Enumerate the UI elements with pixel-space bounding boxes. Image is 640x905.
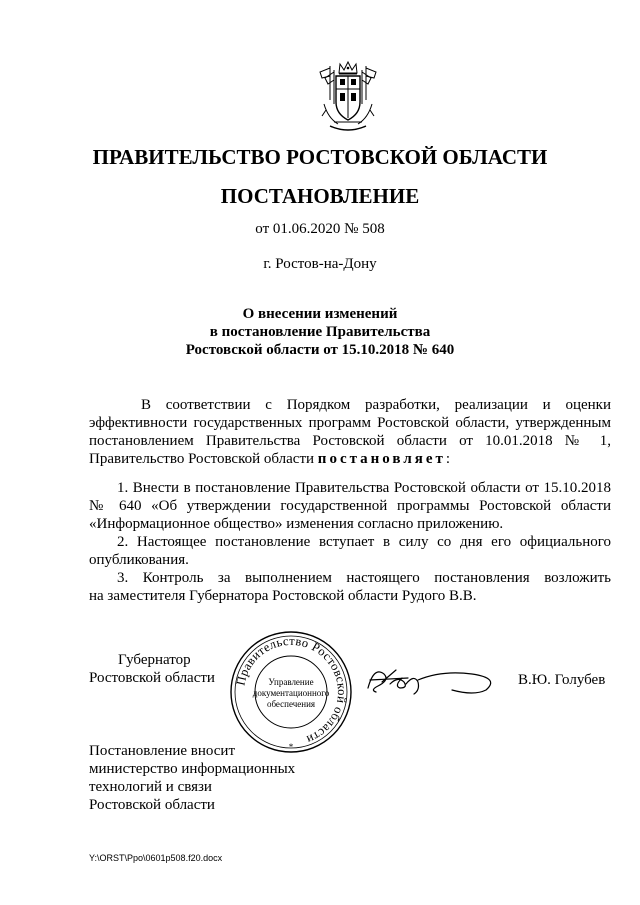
initiator-block — [89, 742, 295, 814]
official-seal-icon — [228, 629, 354, 755]
signatory-name: В.Ю. Голубев — [518, 672, 606, 688]
paragraph-line: постановлением Правительства Ростовской области от 10.01.2018 № 1, — [89, 433, 611, 449]
paragraph-line: эффективности государственных программ Ростовской области, утвержденным — [89, 415, 611, 431]
initiator-line: министерство информационных — [89, 761, 296, 777]
preamble-suffix: : — [445, 451, 451, 467]
initiator-line: технологий и связи — [89, 779, 212, 795]
paragraph-line: на заместителя Губернатора Ростовской области Рудого В.В. — [89, 588, 477, 604]
seal-inner-line: документационного — [252, 688, 330, 698]
preamble-paragraph — [89, 396, 611, 468]
subject-line: О внесении изменений — [242, 306, 398, 322]
seal-inner-line: обеспечения — [266, 699, 316, 709]
paragraph-line: 2. Настоящее постановление вступает в силу со дня его официального — [117, 534, 611, 550]
document-type: ПОСТАНОВЛЕНИЕ — [220, 184, 420, 208]
paragraph-line: 3. Контроль за выполнением настоящего постановления возложить — [117, 570, 611, 586]
paragraph-line: В соответствии с Порядком разработки, реализации и оценки — [141, 397, 611, 413]
item-3-paragraph — [89, 569, 611, 605]
initiator-line: Ростовской области — [89, 797, 215, 813]
signatory-title — [89, 651, 215, 687]
decree-keyword: постановляет — [317, 451, 446, 467]
organization-title: ПРАВИТЕЛЬСТВО РОСТОВСКОЙ ОБЛАСТИ — [92, 145, 548, 169]
document-date-number: от 01.06.2020 № 508 — [255, 221, 385, 237]
signatory-title-line: Губернатор — [118, 652, 191, 668]
paragraph-line: 1. Внести в постановление Правительства Ростовской области от 15.10.2018 — [117, 480, 611, 496]
initiator-line: Постановление вносит — [89, 743, 236, 759]
document-place: г. Ростов-на-Дону — [263, 256, 377, 272]
paragraph-line: «Информационное общество» изменения согласно приложению. — [89, 516, 504, 532]
signatory-title-line: Ростовской области — [89, 670, 215, 686]
paragraph-line: № 640 «Об утверждении государственной программы Ростовской области — [89, 498, 611, 514]
svg-text:*: * — [288, 742, 294, 752]
coat-of-arms-icon — [316, 60, 380, 136]
seal-inner-line: Управление — [268, 677, 314, 687]
seal-ring-text: Правительство Ростовской области — [233, 633, 350, 748]
subject-line: Ростовской области от 15.10.2018 № 640 — [185, 342, 455, 358]
subject-line: в постановление Правительства — [209, 324, 431, 340]
paragraph-line — [89, 450, 611, 468]
document-subject — [0, 305, 640, 359]
preamble-prefix: Правительство Ростовской области — [89, 451, 318, 467]
file-path: Y:\ORST\Ppo\0601p508.f20.docx — [89, 853, 223, 863]
handwritten-signature-icon — [362, 660, 502, 700]
item-1-paragraph — [89, 479, 611, 533]
paragraph-line: опубликования. — [89, 552, 189, 568]
item-2-paragraph — [89, 533, 611, 569]
